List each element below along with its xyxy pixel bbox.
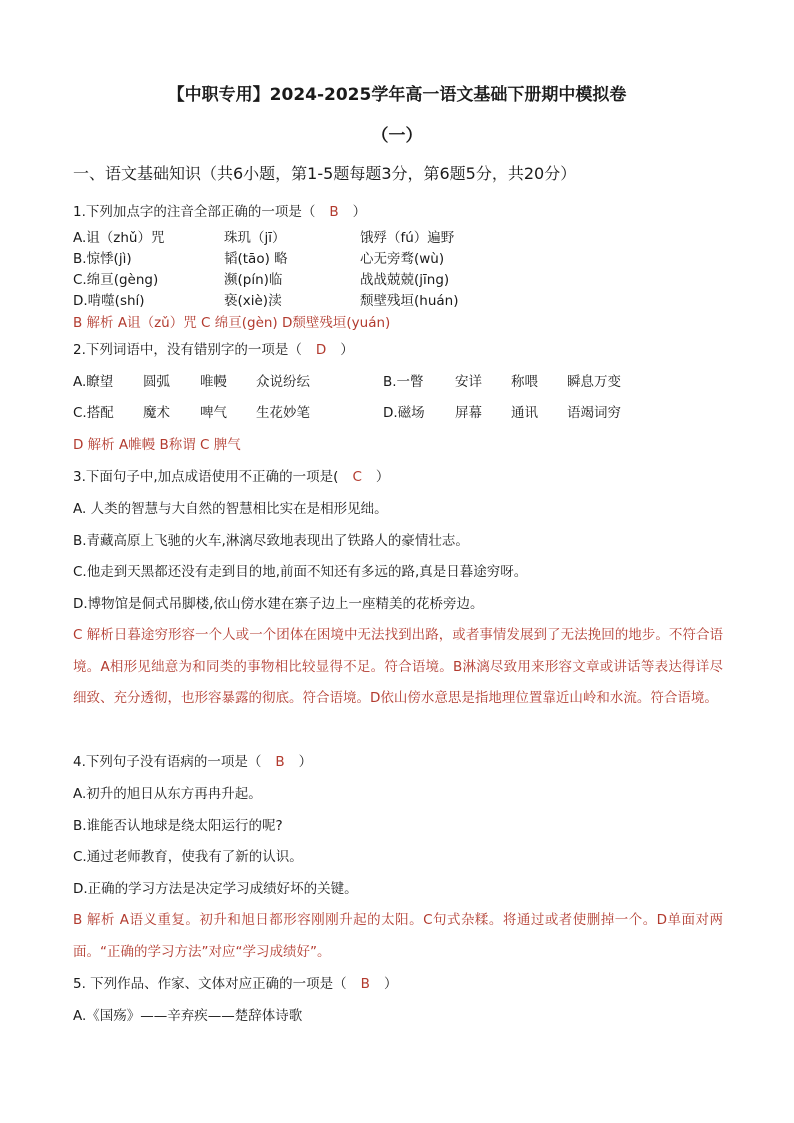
answer-mark: D: [315, 342, 327, 358]
question-5-stem: [73, 975, 397, 993]
option-text: 濒(pín)临: [224, 272, 283, 288]
option-text: 众说纷纭: [256, 374, 310, 390]
answer-mark: B: [275, 754, 285, 770]
option-text: C.他走到天黑都还没有走到目的地,前面不知还有多远的路,真是日暮途穷呀。: [73, 564, 528, 580]
option-text: 心无旁骛(wù): [360, 251, 445, 267]
question-stem-text: 1.下列加点字的注音全部正确的一项是（: [73, 204, 316, 220]
explanation: D 解析 A帷幔 B称谓 C 脾气: [73, 437, 241, 453]
option-text: D.磁场: [383, 405, 425, 421]
option-text: 通讯: [511, 405, 538, 421]
answer-mark: B: [360, 976, 370, 992]
document-title: 【中职专用】2024-2025学年高一语文基础下册期中模拟卷: [167, 85, 627, 105]
option-text: 语竭词穷: [567, 405, 621, 421]
question-1-stem: [73, 203, 366, 221]
question-2-stem: [73, 341, 354, 359]
question-stem-text: 2.下列词语中，没有错别字的一项是（: [73, 342, 302, 358]
explanation-paragraph: C 解析日暮途穷形容一个人或一个团体在困境中无法找到出路，或者事情发展到了无法挽回的地步。不符合语境。A相形见绌意为和同类的事物相比较显得不足。符合语境。B淋漓尽致用来形容文章或讲话等表达得详尽细致、充分透彻，也形容暴露的彻底。符合语境。D依山傍水意思是指地理位置靠近山岭和水流。符合语境。: [73, 627, 723, 706]
option-text: A.诅（zhǔ）咒: [73, 230, 165, 246]
section-heading: 一、语文基础知识（共6小题，第1-5题每题3分，第6题5分，共20分）: [73, 164, 577, 183]
option-text: B.青藏高原上飞驰的火车,淋漓尽致地表现出了铁路人的豪情壮志。: [73, 533, 469, 549]
option-text: B.惊悸(jì): [73, 251, 132, 267]
option-text: 称喂: [511, 374, 538, 390]
option-text: B.谁能否认地球是绕太阳运行的呢?: [73, 818, 283, 834]
option-text: 瞬息万变: [567, 374, 621, 390]
question-stem-text: 3.下面句子中,加点成语使用不正确的一项是(: [73, 469, 339, 485]
question-stem-close: ）: [375, 469, 390, 485]
option-text: A.初升的旭日从东方再冉升起。: [73, 786, 262, 802]
option-text: 魔术: [143, 405, 170, 421]
option-text: 啤气: [200, 405, 227, 421]
option-text: 颓壁残垣(huán): [360, 293, 459, 309]
document-subtitle: （一）: [371, 126, 423, 146]
option-text: 生花妙笔: [256, 405, 310, 421]
option-text: D.博物馆是侗式吊脚楼,依山傍水建在寨子边上一座精美的花桥旁边。: [73, 596, 484, 612]
answer-mark: C: [352, 469, 362, 485]
question-stem-close: ）: [383, 976, 398, 992]
option-text: 韬(tāo) 略: [224, 251, 288, 267]
option-text: 圆弧: [143, 374, 170, 390]
option-text: 唯幔: [200, 374, 227, 390]
option-text: 饿殍（fú）遍野: [360, 230, 455, 246]
option-text: 屏幕: [455, 405, 482, 421]
option-text: D.啃噬(shí): [73, 293, 145, 309]
answer-mark: B: [329, 204, 339, 220]
option-text: C.通过老师教育，使我有了新的认识。: [73, 849, 303, 865]
question-stem-text: 4.下列句子没有语病的一项是（: [73, 754, 262, 770]
option-text: D.正确的学习方法是决定学习成绩好坏的关键。: [73, 881, 358, 897]
question-4-stem: [73, 753, 312, 771]
option-text: 亵(xiè)渎: [224, 293, 282, 309]
option-text: C.搭配: [73, 405, 114, 421]
explanation-paragraph: B 解析 A语义重复。初升和旭日都形容刚刚升起的太阳。C句式杂糅。将通过或者使删掉一个。D单面对两面。“正确的学习方法”对应“学习成绩好”。: [73, 912, 723, 960]
option-text: C.绵亘(gèng): [73, 272, 159, 288]
option-text: 安详: [455, 374, 482, 390]
question-stem-text: 5. 下列作品、作家、文体对应正确的一项是（: [73, 976, 347, 992]
option-text: A.瞭望: [73, 374, 114, 390]
explanation: B 解析 A诅（zǔ）咒 C 绵亘(gèn) D颓壁残垣(yuán): [73, 315, 391, 331]
option-text: 珠玑（jī）: [224, 230, 286, 246]
option-text: B.一瞥: [383, 374, 424, 390]
question-stem-close: ）: [298, 754, 313, 770]
option-text: 战战兢兢(jīng): [360, 272, 450, 288]
option-text: A. 人类的智慧与大自然的智慧相比实在是相形见绌。: [73, 501, 388, 517]
question-stem-close: ）: [340, 342, 354, 358]
option-text: A.《国殇》——辛弃疾——楚辞体诗歌: [73, 1008, 303, 1024]
question-3-stem: [73, 468, 389, 486]
question-stem-close: ）: [352, 204, 367, 220]
